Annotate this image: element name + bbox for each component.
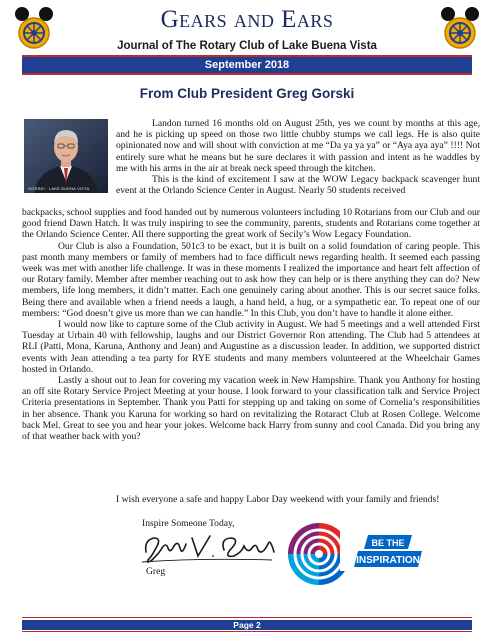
signature-name: Greg <box>146 566 166 577</box>
handwritten-signature <box>140 530 280 566</box>
badge-line-1: BE THE <box>371 538 405 548</box>
be-the-inspiration-badge <box>340 531 424 571</box>
masthead-divider-bottom <box>22 73 472 75</box>
photo-caption: GORSKI · LAKE BUENA VISTA <box>28 186 90 191</box>
paragraph: This is the kind of excitement I saw at the WOW Legacy backpack scavenger hunt event at the Orlando Science Center in August. Nearly 50 students received <box>116 174 480 197</box>
portrait-illustration <box>24 119 108 193</box>
badge-line-2: INSPIRATION <box>356 555 420 566</box>
paragraph: Our Club is also a Foundation, 501c3 to be exact, but it is built on a solid foundation of caring people. This past month many members or family of members had to face difficult news regarding health. It seemed each passing week was met with another life challenge. It was in these moments I realized the importance and heart felt affection of our Rotary family. Member after member reaching out to ask how they can help or is there anything they can do? New members, life long members, it didn’t matter. Each one genuinely caring about another. This is our secret sauce folks. Being there and available when a friend needs a laugh, a hand held, a hug, or a sympathetic ear. To repeat one of our members: “God doesn’t give us more than we can handle.” In this Club, you don’t have to handle it alone either. <box>22 240 480 319</box>
paragraph: backpacks, school supplies and food handed out by numerous volunteers including 10 Rotarians from our Club and our good friend Dawn Hatch. It was truly inspiring to see the community, parents, students and Rotarians come together at the Orlando Science Center. All there supporting the great work of Secily’s Wow Legacy Foundation. <box>22 207 480 241</box>
paragraph: Landon turned 16 months old on August 25th, yes we count by months at this age, and he is picking up speed on those two little chubby stumps we call legs. He is also quite opinionated now and will shout with conviction at me “Da ya ya ya” or “Aya aya aya” !!!! Not entirely sure what he means but he sure declares it with passion and intent as he waddles by me with his arms in the air at break neck speed through the kitchen. <box>116 118 480 174</box>
paragraph: Lastly a shout out to Jean for covering my vacation week in New Hampshire. Thank you Anthony for hosting an off site Rotary Service Project Meeting at your house. I look forward to your classification talk and Service Project Criteria presentations in September. Thank you Patti for stepping up and taking on some of Cornelia’s responsibilities in her absence. Thank you Karuna for working so hard on revitalizing the Rotaract Club at Rosen College. Welcome back Mel. Great to see you and hear your jokes. Welcome back Harry from sunny and cool Canada. Did you bring any of that weather back with you? <box>22 375 480 443</box>
article-intro-text <box>116 118 480 196</box>
footer-divider-bottom <box>22 631 472 632</box>
article-title: From Club President Greg Gorski <box>139 86 355 101</box>
article-body-text <box>22 207 480 442</box>
sign-off-label: Inspire Someone Today, <box>142 518 235 529</box>
president-portrait-photo <box>24 119 108 193</box>
issue-date-bar: September 2018 <box>22 57 472 73</box>
newsletter-title: Gears and Ears <box>160 6 334 33</box>
newsletter-subtitle: Journal of The Rotary Club of Lake Buena Vista <box>117 40 377 52</box>
closing-line: I wish everyone a safe and happy Labor Day weekend with your family and friends! <box>116 494 440 505</box>
paragraph: I would now like to capture some of the Club activity in August. We had 5 meetings and a well attended First Tuesday at Urbain 40 with fellowship, laughs and our District Governor Ron attending. The Club had 5 attendees at RLI (Patti, Mona, Karuna, Anthony and Jean) and Augustine as a discussion leader. In addition, we supported district events with Jean attending a tea party for RYE students and many members volunteered at the Wheelchair Games hosted in Orlando. <box>22 319 480 375</box>
footer-divider-top <box>22 617 472 618</box>
page-number: Page 2 <box>233 620 261 630</box>
masthead <box>0 0 494 78</box>
